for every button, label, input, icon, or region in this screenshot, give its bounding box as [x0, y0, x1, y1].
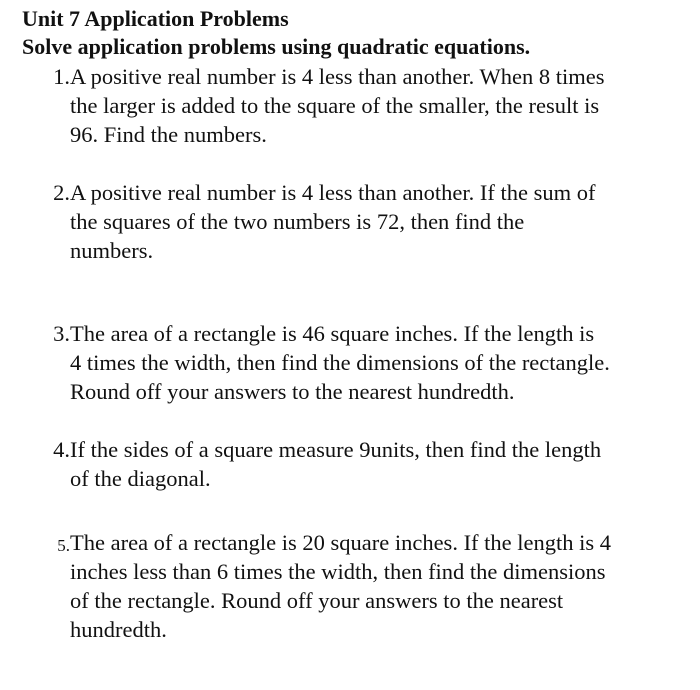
problem-number: 1.: [53, 64, 70, 89]
problem-number: 2.: [53, 180, 70, 205]
problem-4: [42, 435, 682, 493]
problem-2: [42, 178, 682, 265]
problem-line: Round off your answers to the nearest hundredth.: [70, 379, 515, 404]
problem-text: [70, 62, 682, 149]
problem-1: [42, 62, 682, 149]
problem-line: The area of a rectangle is 20 square inches. If the length is 4: [70, 530, 612, 555]
worksheet-title: Unit 7 Application Problems: [22, 6, 289, 31]
problem-number: 4.: [53, 437, 70, 462]
problem-line: hundredth.: [70, 617, 167, 642]
problem-line: of the diagonal.: [70, 466, 211, 491]
problem-line: 96. Find the numbers.: [70, 122, 267, 147]
problem-line: the squares of the two numbers is 72, then find the: [70, 209, 525, 234]
problem-line: of the rectangle. Round off your answers to the nearest: [70, 588, 564, 613]
problem-number: 3.: [53, 321, 70, 346]
problem-number: 5.: [57, 536, 70, 555]
problem-line: 4 times the width, then find the dimensions of the rectangle.: [70, 350, 610, 375]
worksheet-subtitle: Solve application problems using quadratic equations.: [22, 34, 531, 59]
problem-line: A positive real number is 4 less than another. If the sum of: [70, 180, 596, 205]
problem-line: The area of a rectangle is 46 square inches. If the length is: [70, 321, 595, 346]
problem-5: [42, 528, 682, 644]
problem-3: [42, 319, 682, 406]
problem-text: [70, 319, 682, 406]
problem-text: [70, 178, 682, 265]
problem-line: inches less than 6 times the width, then find the dimensions: [70, 559, 606, 584]
problem-line: numbers.: [70, 238, 154, 263]
problem-text: [70, 528, 682, 644]
problem-line: If the sides of a square measure 9units, then find the length: [70, 437, 602, 462]
problem-line: A positive real number is 4 less than another. When 8 times: [70, 64, 605, 89]
problem-line: the larger is added to the square of the smaller, the result is: [70, 93, 600, 118]
problem-text: [70, 435, 682, 493]
